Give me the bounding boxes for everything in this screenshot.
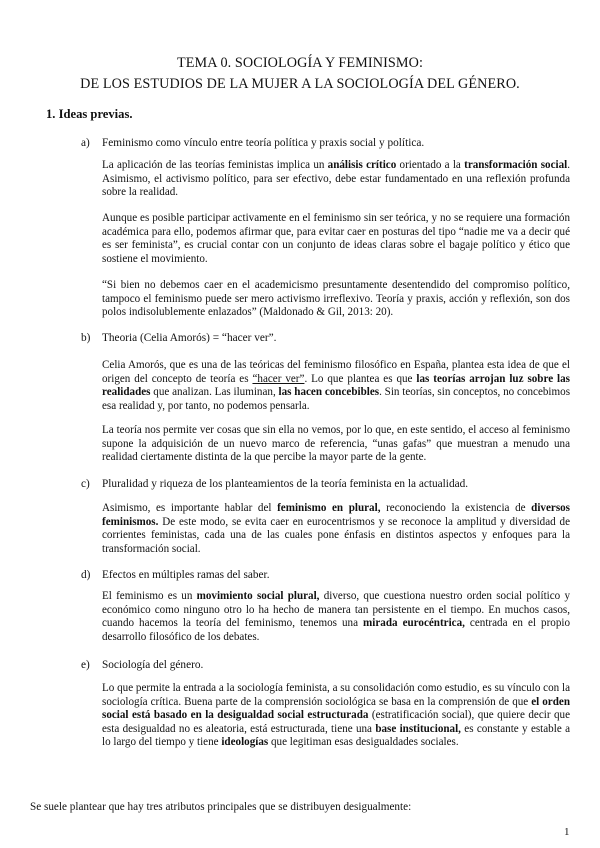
item-heading-text: Pluralidad y riqueza de los planteamientos de la teoría feminista en la actualidad. bbox=[102, 478, 469, 490]
paragraph-d1: El feminismo es un movimiento social plural, diverso, que cuestiona nuestro orden social político y económico como ninguno otro lo ha hecho de manera tan persistente en el tiempo. En muchos casos, cuando hacemos la teoría del feminismo, tenemos una mirada eurocéntrica, centrada en el propio desarrollo filosófico de los debates. bbox=[102, 590, 571, 643]
item-marker: c) bbox=[81, 478, 90, 490]
item-heading-text: Feminismo como vínculo entre teoría política y praxis social y política. bbox=[102, 137, 425, 149]
item-c-heading bbox=[81, 478, 468, 490]
paragraph-b2: La teoría nos permite ver cosas que sin ella no vemos, por lo que, en este sentido, el acceso al feminismo supone la adquisición de un nuevo marco de referencia, “unas gafas” que muestran a menudo una realidad ciertamente distinta de la que percibe la mayor parte de la gente. bbox=[102, 424, 570, 464]
paragraph-a3-quote: “Si bien no debemos caer en el academicismo presuntamente desentendido del compromiso político, tampoco el feminismo puede ser mero activismo irreflexivo. Teoría y praxis, acción y reflexión, son dos polos indisolublemente enlazados” (Maldonado & Gil, 2013: 20). bbox=[102, 279, 570, 319]
item-d-heading bbox=[81, 569, 270, 581]
page-number: 1 bbox=[564, 826, 570, 838]
item-marker: b) bbox=[81, 332, 91, 344]
paragraph-c1: Asimismo, es importante hablar del feminismo en plural, reconociendo la existencia de diversos feminismos. De este modo, se evita caer en eurocentrismos y se reconoce la amplitud y diversidad de corrientes feministas, cada una de las cuales pone énfasis en distintos aspectos y enfoques para la transformación social. bbox=[102, 502, 570, 555]
item-e-heading bbox=[81, 659, 203, 671]
title-line-2: DE LOS ESTUDIOS DE LA MUJER A LA SOCIOLOGÍA DEL GÉNERO. bbox=[80, 76, 520, 92]
item-a-heading bbox=[81, 137, 424, 149]
paragraph-e1: Lo que permite la entrada a la sociología feminista, a su consolidación como estudio, es su vínculo con la sociología crítica. Buena parte de la comprensión sociológica se basa en la comprensión de que el orden social está basado en la desigualdad social estructurada (estratificación social), que quiere decir que esta desigualdad no es aleatoria, está estructurada, tiene una base institucional, es constante y estable a lo largo del tiempo y tiene ideologías que legitiman esas desigualdades sociales. bbox=[102, 682, 570, 749]
item-heading-text: Efectos en múltiples ramas del saber. bbox=[102, 569, 270, 581]
item-marker: d) bbox=[81, 569, 91, 581]
section-heading: 1. Ideas previas. bbox=[46, 107, 133, 121]
paragraph-a2: Aunque es posible participar activamente en el feminismo sin ser teórica, y no se requiere una formación académica para ello, podemos afirmar que, para evitar caer en posturas del tipo “nadie me va a decir qué es ser feminista”, es crucial contar con un conjunto de ideas claras sobre el bagaje político y ético que sostiene el movimiento. bbox=[102, 212, 570, 265]
item-b-heading bbox=[81, 332, 277, 344]
item-marker: a) bbox=[81, 137, 90, 149]
paragraph-b1: Celia Amorós, que es una de las teóricas del feminismo filosófico en España, plantea esta idea de que el origen del concepto de teoría es “hacer ver”. Lo que plantea es que las teorías arrojan luz sobre las realidades que analizan. Las iluminan, las hacen concebibles. Sin teorías, sin conceptos, no concebimos esa realidad y, por tanto, no podemos pensarla. bbox=[102, 359, 571, 412]
item-heading-text: Sociología del género. bbox=[102, 659, 204, 671]
item-marker: e) bbox=[81, 659, 90, 671]
item-heading-text: Theoria (Celia Amorós) = “hacer ver”. bbox=[102, 332, 277, 344]
paragraph-a1: La aplicación de las teorías feministas implica un análisis crítico orientado a la transformación social. Asimismo, el activismo político, para ser efectivo, debe estar fundamentado en una reflexión profunda sobre la realidad. bbox=[102, 159, 570, 199]
title-line-1: TEMA 0. SOCIOLOGÍA Y FEMINISMO: bbox=[176, 55, 423, 71]
closing-sentence: Se suele plantear que hay tres atributos principales que se distribuyen desigualmente: bbox=[30, 801, 412, 813]
